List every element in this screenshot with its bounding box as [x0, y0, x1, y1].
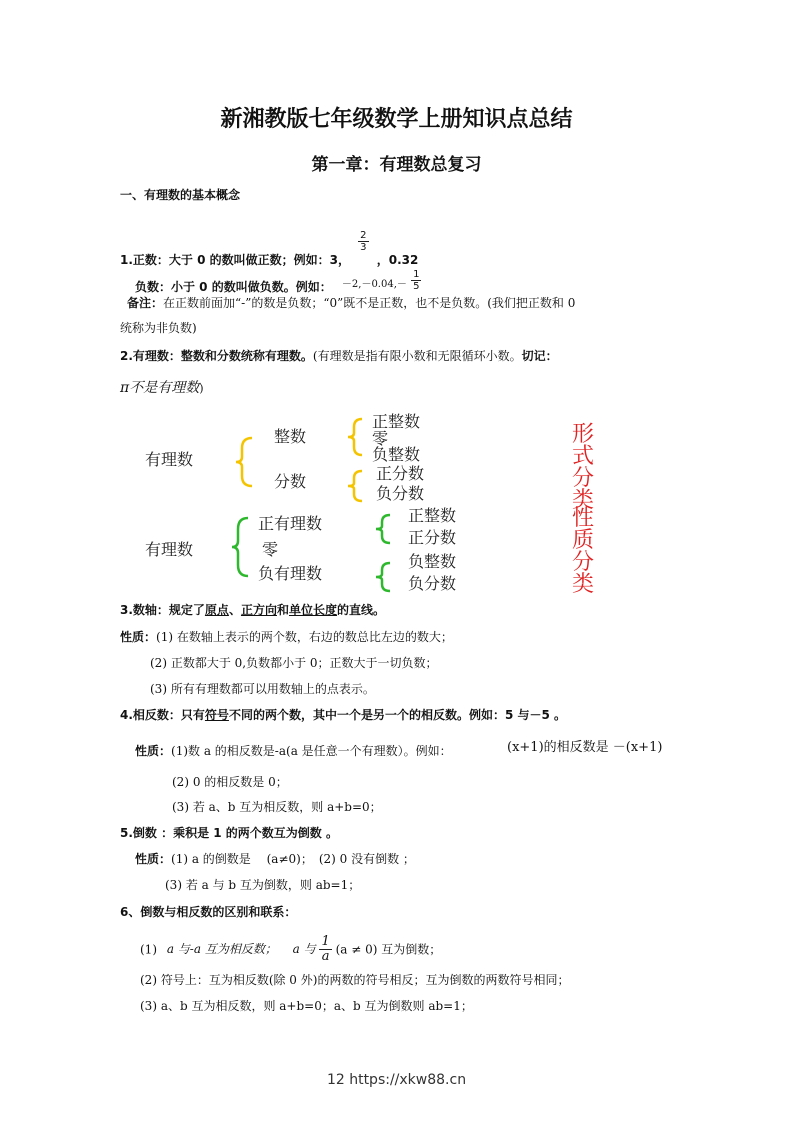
opposite-property-3: (3) 若 a、b 互为相反数，则 a+b=0； — [172, 800, 382, 814]
positive-number-line — [120, 230, 418, 268]
diagram-fraction: 分数 — [274, 472, 307, 491]
number-axis-property-2: (2) 正数都大于 0,负数都小于 0；正数大于一切负数； — [150, 656, 438, 670]
fraction-two-thirds: $\frac{2}{3}$ — [360, 230, 367, 253]
diagram-zero-2: 零 — [262, 540, 279, 559]
green-brace-2 — [376, 515, 390, 543]
diagram-pos-rational: 正有理数 — [258, 514, 323, 533]
fraction-one-fifth: $\frac{1}{5}$ — [413, 269, 420, 292]
opposite-example-expr: (x+1)的相反数是 －(x+1) — [507, 740, 663, 755]
note-text-2: 统称为非负数) — [120, 321, 197, 335]
diagram-pos-int-1: 正整数 — [372, 412, 421, 431]
side-label-char: 类 — [572, 572, 595, 595]
diagram-neg-int-1: 负整数 — [372, 445, 421, 464]
side-label-property — [572, 506, 594, 595]
rational-definition: 2.有理数：整数和分数统称有理数。(有理数是指有限小数和无限循环小数。切记： — [120, 349, 558, 363]
number-axis-property-3: (3) 所有有理数都可以用数轴上的点表示。 — [150, 682, 375, 696]
page-footer: 12 https://xkw88.cn — [326, 1072, 467, 1088]
diagram-neg-frac-2: 负分数 — [408, 574, 457, 593]
section-6-heading: 6、倒数与相反数的区别和联系： — [120, 905, 297, 919]
fraction-one-over-a: $\frac{1}{a}$ — [321, 934, 330, 965]
positive-number-text: 1.正数：大于 0 的数叫做正数；例如：3， — [120, 253, 350, 267]
diagram-zero-1: 零 — [372, 429, 389, 448]
side-label-form — [572, 422, 594, 513]
note-label: 备注： — [127, 296, 164, 310]
diagram-neg-int-2: 负整数 — [408, 552, 457, 571]
side-label-char: 质 — [572, 528, 595, 553]
difference-line-2: (2) 符号上：互为相反数(除 0 外)的两数的符号相反；互为倒数的两数符号相同； — [140, 973, 570, 987]
side-label-char: 类 — [572, 488, 595, 513]
yellow-brace-3 — [348, 471, 362, 501]
diagram-pos-frac-1: 正分数 — [376, 464, 425, 483]
reciprocal-property-1: 性质：(1) a 的倒数是 (a≠0)； (2) 0 没有倒数 ； — [135, 852, 415, 866]
difference-line-3: (3) a、b 互为相反数，则 a+b=0；a、b 互为倒数则 ab=1； — [140, 999, 473, 1013]
side-label-char: 分 — [572, 466, 595, 491]
diagram-rational-2: 有理数 — [145, 540, 194, 559]
diagram-rational-1: 有理数 — [145, 450, 194, 469]
negative-examples: －2,－0.04,－ — [341, 279, 407, 290]
number-axis-property-1: 性质：(1) 在数轴上表示的两个数，右边的数总比左边的数大； — [120, 630, 453, 644]
reciprocal-definition: 5.倒数 ：乘积是 1 的两个数互为倒数 。 — [120, 826, 338, 840]
opposite-property-2: (2) 0 的相反数是 0； — [172, 775, 288, 789]
yellow-brace-1 — [236, 438, 252, 486]
diagram-pos-frac-2: 正分数 — [408, 528, 457, 547]
side-label-char: 形 — [572, 422, 595, 447]
section-heading-1: 一、有理数的基本概念 — [120, 188, 241, 202]
negative-number-text: 负数：小于 0 的数叫做负数。例如： — [135, 280, 332, 294]
chapter-title: 第一章：有理数总复习 — [311, 155, 482, 175]
diagram-integer: 整数 — [274, 427, 307, 446]
side-label-char: 分 — [572, 550, 595, 575]
opposite-property-1: 性质：(1)数 a 的相反数是-a(a 是任意一个有理数）。例如： — [135, 744, 452, 758]
note-text: 在正数前面加“-”的数是负数；“0”既不是正数，也不是负数。(我们把正数和 0 — [163, 296, 576, 310]
number-axis-definition: 3.数轴：规定了原点、正方向和单位长度的直线。 — [120, 603, 386, 617]
diagram-neg-rational: 负有理数 — [258, 564, 323, 583]
side-label-char: 式 — [572, 444, 595, 469]
rational-classification-diagram — [140, 405, 660, 595]
page-title: 新湘教版七年级数学上册知识点总结 — [220, 106, 573, 132]
positive-number-text-end: ，0.32 — [376, 253, 419, 267]
opposite-definition: 4.相反数：只有符号不同的两个数，其中一个是另一个的相反数。例如：5 与－5 。 — [120, 708, 566, 722]
green-brace-3 — [376, 563, 390, 591]
note-line — [127, 294, 575, 311]
diagram-pos-int-2: 正整数 — [408, 506, 457, 525]
diagram-neg-frac-1: 负分数 — [376, 484, 425, 503]
yellow-brace-2 — [348, 419, 362, 455]
side-label-char: 性 — [572, 506, 595, 531]
pi-note: π不是有理数) — [120, 380, 204, 396]
difference-line-1: (1) a 与-a 互为相反数； a 与 $\frac{1}{a}$ (a ≠ 0) 互为倒数； — [140, 934, 442, 965]
reciprocal-property-2: (3) 若 a 与 b 互为倒数，则 ab=1； — [165, 878, 361, 892]
green-brace-1 — [232, 518, 248, 576]
negative-number-line — [135, 269, 421, 295]
